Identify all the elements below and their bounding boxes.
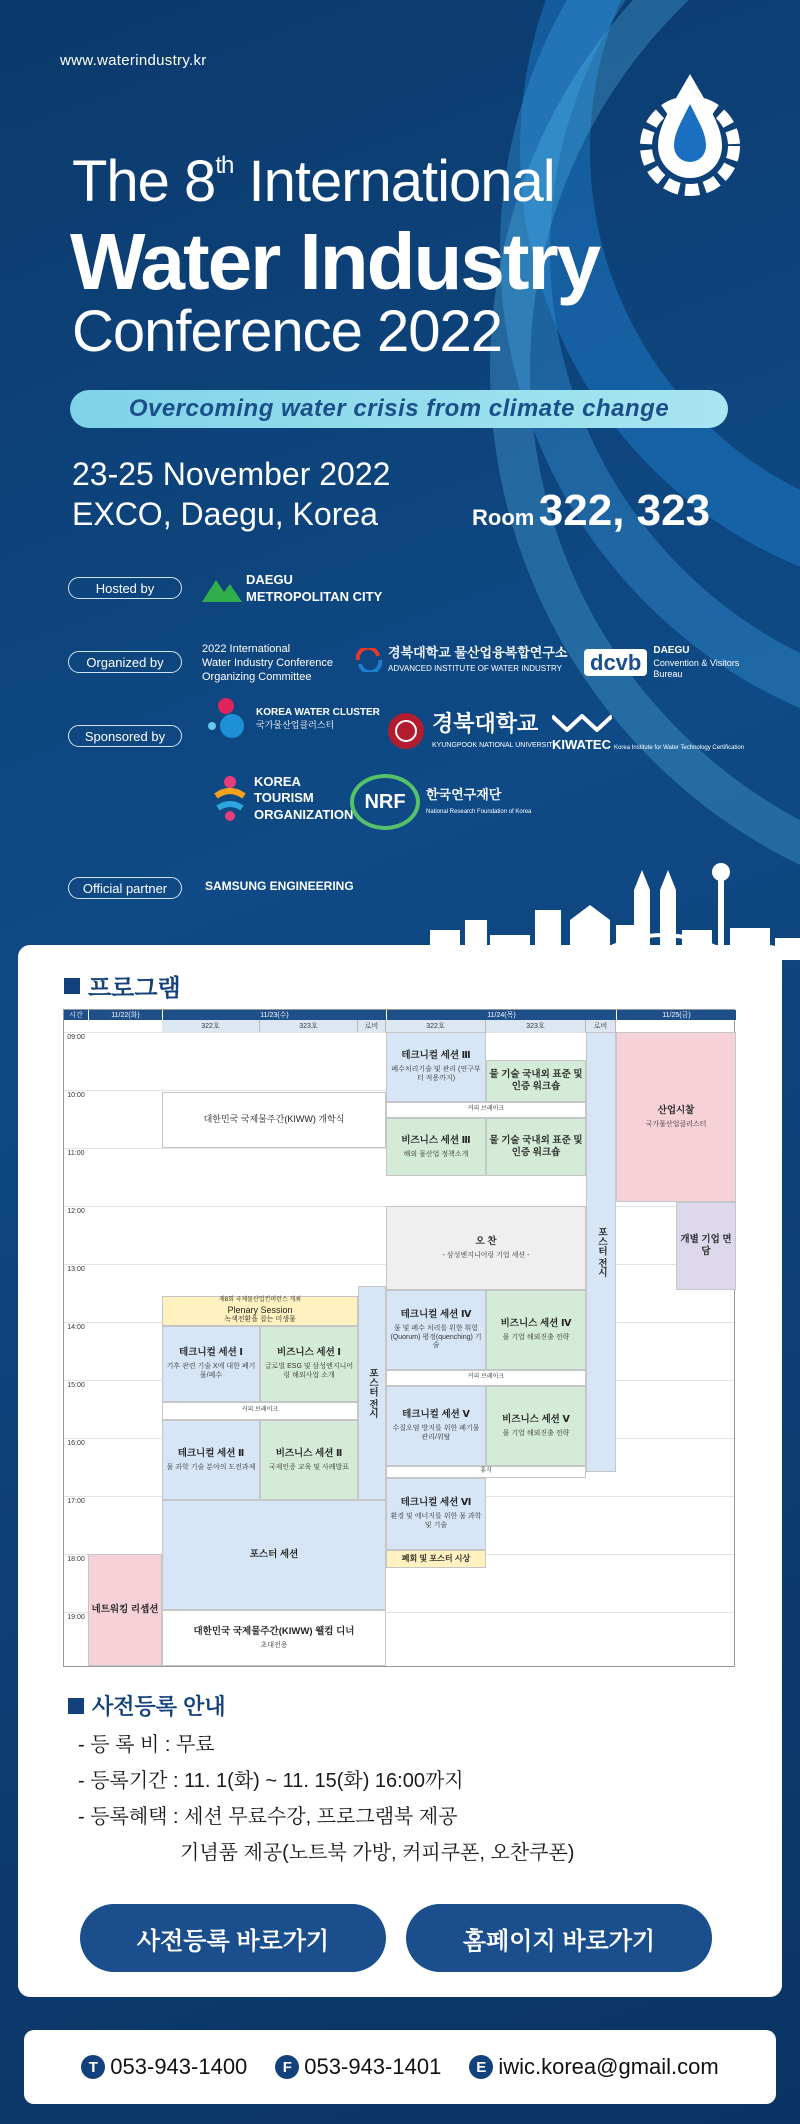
coffee-break: 커피 브레이크 <box>386 1102 586 1118</box>
kwc-dots-icon <box>202 694 252 744</box>
slogan-banner: Overcoming water crisis from climate change <box>70 390 728 428</box>
phone-icon: T <box>81 2055 105 2079</box>
registration-period: - 등록기간 : 11. 1(화) ~ 11. 15(화) 16:00까지 <box>78 1770 464 1792</box>
email-icon: E <box>469 2055 493 2079</box>
contact-bar <box>24 2030 776 2104</box>
registration-fee: - 등 록 비 : 무료 <box>78 1734 215 1756</box>
title-line-3: Conference 2022 <box>72 299 502 364</box>
kto-logo: KOREA TOURISM ORGANIZATION <box>210 774 353 823</box>
square-bullet-icon <box>64 978 80 994</box>
knu-seal-icon <box>386 711 426 751</box>
business-session-5: 비즈니스 세션 Ⅴ 물 기업 해외진출 전략 <box>486 1386 586 1466</box>
standards-workshop-1: 물 기술 국내외 표준 및 인증 워크숍 <box>486 1060 586 1102</box>
homepage-button[interactable]: 홈페이지 바로가기 <box>406 1904 712 1972</box>
room-header: 로비 <box>358 1020 386 1032</box>
business-session-4: 비즈니스 세션 Ⅳ 물 기업 해외진출 전략 <box>486 1290 586 1370</box>
business-session-3: 비즈니스 세션 Ⅲ 해외 물산업 정책소개 <box>386 1118 486 1176</box>
program-schedule <box>63 1009 735 1667</box>
organizing-committee: 2022 International Water Industry Conference Organizing Committee <box>202 643 334 683</box>
event-venue: EXCO, Daegu, Korea <box>72 496 378 532</box>
square-bullet-icon <box>68 1698 84 1714</box>
room-header: 323호 <box>486 1020 586 1032</box>
room-header: 322호 <box>386 1020 486 1032</box>
time-label: 09:00 <box>67 1034 85 1041</box>
industry-tour: 산업시찰 국가물산업클러스터 <box>616 1032 736 1202</box>
opening-block: 대한민국 국제물주간(KIWW) 개학식 <box>162 1092 386 1148</box>
welcome-dinner: 대한민국 국제물주간(KIWW) 웰컴 디너 초대전용 <box>162 1610 386 1666</box>
time-label: 11:00 <box>67 1150 85 1157</box>
time-label: 10:00 <box>67 1092 85 1099</box>
registration-benefit-2: 기념품 제공(노트북 가방, 커피쿠폰, 오찬쿠폰) <box>180 1842 575 1864</box>
closing-ceremony: 폐회 및 포스터 시상 <box>386 1550 486 1568</box>
standards-workshop-2: 물 기술 국내외 표준 및 인증 워크숍 <box>486 1118 586 1176</box>
email-contact[interactable]: E iwic.korea@gmail.com <box>469 2054 718 2080</box>
business-session-2: 비즈니스 세션 Ⅱ 국제인증 교육 및 사례발표 <box>260 1420 358 1500</box>
day-header: 11/24(목) <box>386 1010 616 1020</box>
pre-register-button[interactable]: 사전등록 바로가기 <box>80 1904 386 1972</box>
poster-exhibit-1123: 포스터 전시 <box>358 1286 386 1500</box>
website-url[interactable]: www.waterindustry.kr <box>60 52 207 69</box>
dcvb-logo: dcvb DAEGU Convention & Visitors Bureau <box>584 645 739 680</box>
networking-reception: 네트워킹 리셉션 <box>88 1554 162 1666</box>
technical-session-4: 테크니컬 세션 Ⅳ 물 및 폐수 처리를 위한 휘험(Quorum) 평정(quenching) 기술 <box>386 1290 486 1370</box>
water-drop-gear-icon <box>630 64 750 204</box>
technical-session-1: 테크니컬 세션 Ⅰ 기후 관련 기술 X에 대한 폐기물/폐수 <box>162 1326 260 1402</box>
time-label: 18:00 <box>67 1556 85 1563</box>
daegu-city-logo: DAEGU METROPOLITAN CITY <box>202 572 382 606</box>
room-header: 323호 <box>260 1020 358 1032</box>
time-label: 12:00 <box>67 1208 85 1215</box>
technical-session-3: 테크니컬 세션 Ⅲ 폐수처리기술 및 관리 (연구부터 적용까지) <box>386 1032 486 1102</box>
aiwi-swirl-icon <box>354 648 384 672</box>
program-title: 프로그램 <box>64 968 181 1003</box>
title-line-2: Water Industry <box>70 217 600 306</box>
sponsored-by-label: Sponsored by <box>68 725 182 747</box>
individual-meeting: 개별 기업 면담 <box>676 1202 736 1290</box>
technical-session-6: 테크니컬 세션 Ⅵ 환경 및 에너지를 위한 물 과학 및 기술 <box>386 1478 486 1550</box>
city-skyline-icon <box>420 850 800 960</box>
time-label: 16:00 <box>67 1440 85 1447</box>
kto-figure-icon <box>210 774 250 822</box>
business-session-1: 비즈니스 세션 Ⅰ 글로벌 ESG 및 삼성엔지니어링 해외사업 소개 <box>260 1326 358 1402</box>
time-label: 17:00 <box>67 1498 85 1505</box>
kiwatec-logo: KIWATEC Korea Institute for Water Technology Certification <box>552 714 744 754</box>
official-partner-label: Official partner <box>68 877 182 899</box>
technical-session-5: 테크니컬 세션 Ⅴ 수질오염 방지를 위한 폐기물 관리/위탈 <box>386 1386 486 1466</box>
room-header: 322호 <box>162 1020 260 1032</box>
registration-title: 사전등록 안내 <box>68 1690 226 1721</box>
coffee-break: 커피 브레이크 <box>386 1370 586 1386</box>
kwc-logo: KOREA WATER CLUSTER 국가물산업클러스터 <box>202 694 380 744</box>
poster-exhibit-1124: 포스터 전시 <box>586 1032 616 1472</box>
kiwatec-wave-icon <box>552 714 612 732</box>
aiwi-logo: 경북대학교 물산업융복합연구소 ADVANCED INSTITUTE OF WATER INDUSTRY <box>354 645 567 676</box>
technical-session-2: 테크니컬 세션 Ⅱ 물 과학 기술 분야의 도전과제 <box>162 1420 260 1500</box>
time-label: 13:00 <box>67 1266 85 1273</box>
hosted-by-label: Hosted by <box>68 577 182 599</box>
break-block: 휴식 <box>386 1466 586 1478</box>
nrf-logo: NRF 한국연구재단 National Research Foundation of Korea <box>350 774 531 830</box>
day-header: 11/22(화) <box>88 1010 162 1020</box>
time-label: 14:00 <box>67 1324 85 1331</box>
event-date: 23-25 November 2022 <box>72 456 391 492</box>
room-info: Room 322, 323 <box>472 486 711 535</box>
time-header: 시간 <box>64 1010 88 1020</box>
lunch-block: 오 찬 - 삼성엔지니어링 기업 세션 - <box>386 1206 586 1290</box>
daegu-mountain-icon <box>202 576 242 602</box>
samsung-engineering-logo: SAMSUNG ENGINEERING <box>205 879 354 893</box>
coffee-break: 커피 브레이크 <box>162 1402 358 1420</box>
fax-icon: F <box>275 2055 299 2079</box>
time-label: 19:00 <box>67 1614 85 1621</box>
day-header: 11/23(수) <box>162 1010 386 1020</box>
knu-logo: 경북대학교 KYUNGPOOK NATIONAL UNIVERSITY <box>386 710 557 751</box>
organized-by-label: Organized by <box>68 651 182 673</box>
time-label: 15:00 <box>67 1382 85 1389</box>
poster-session: 포스터 세션 <box>162 1500 386 1610</box>
day-header: 11/25(금) <box>616 1010 736 1020</box>
phone-contact[interactable]: T 053-943-1400 <box>81 2054 247 2080</box>
registration-benefit: - 등록혜택 : 세션 무료수강, 프로그램북 제공 <box>78 1806 458 1828</box>
plenary-block: 제8회 국제물산업컨퍼런스 개최 Plenary Session 녹색전환을 잡는 미생물 <box>162 1296 358 1326</box>
title-line-1: The 8th International <box>72 149 555 214</box>
room-header: 로비 <box>586 1020 616 1032</box>
fax-contact: F 053-943-1401 <box>275 2054 441 2080</box>
